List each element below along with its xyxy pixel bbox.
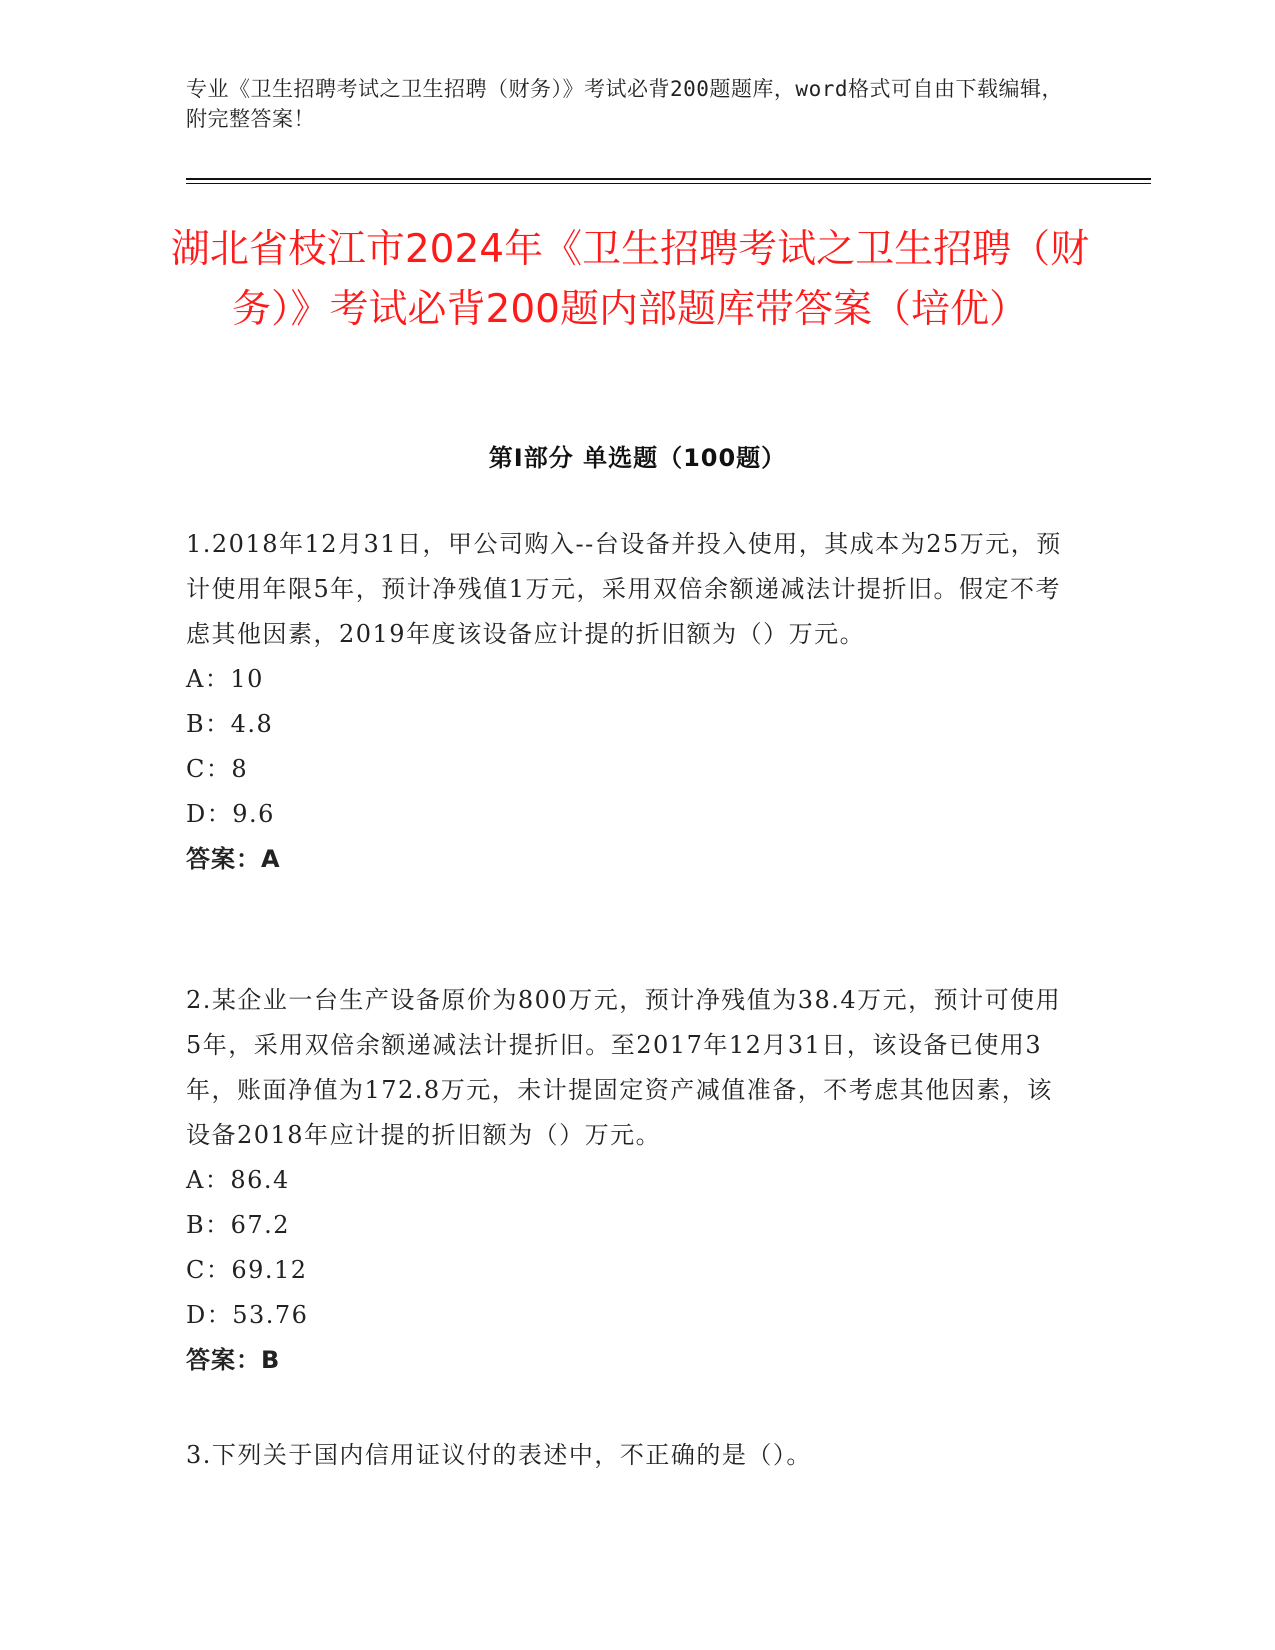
header-note: 专业《卫生招聘考试之卫生招聘（财务）》考试必背200题题库，word格式可自由下载编辑，附完整答案！: [186, 77, 1063, 131]
question-2: [186, 978, 1076, 1383]
option-c: C：8: [186, 755, 249, 783]
question-stem: 3.下列关于国内信用证议付的表述中，不正确的是（）。: [186, 1441, 812, 1469]
option-a: A：86.4: [186, 1166, 290, 1194]
section-heading: 第Ⅰ部分 单选题（100题）: [488, 444, 787, 472]
answer-line: 答案：A: [186, 845, 281, 873]
option-d: D：53.76: [186, 1301, 309, 1329]
option-a: A：10: [186, 665, 264, 693]
option-b: B：4.8: [186, 710, 274, 738]
question-stem: 1.2018年12月31日，甲公司购入--台设备并投入使用，其成本为25万元，预计使用年限5年，预计净残值1万元，采用双倍余额递减法计提折旧。假定不考虑其他因素，2019年度该设备应计提的折旧额为（）万元。: [186, 530, 1062, 648]
option-d: D：9.6: [186, 800, 275, 828]
header-rule-thick: [186, 178, 1151, 180]
question-stem: 2.某企业一台生产设备原价为800万元，预计净残值为38.4万元，预计可使用5年，采用双倍余额递减法计提折旧。至2017年12月31日，该设备已使用3年，账面净值为172.8万元，未计提固定资产减值准备，不考虑其他因素，该设备2018年应计提的折旧额为（）万元。: [186, 986, 1062, 1149]
option-c: C：69.12: [186, 1256, 308, 1284]
answer-line: 答案：B: [186, 1346, 281, 1374]
document-title: 湖北省枝江市2024年《卫生招聘考试之卫生招聘（财务）》考试必背200题内部题库带答案（培优）: [170, 227, 1090, 332]
question-3: [186, 1433, 1076, 1478]
option-b: B：67.2: [186, 1211, 291, 1239]
question-1: [186, 522, 1076, 882]
header-rule-thin: [186, 183, 1151, 184]
